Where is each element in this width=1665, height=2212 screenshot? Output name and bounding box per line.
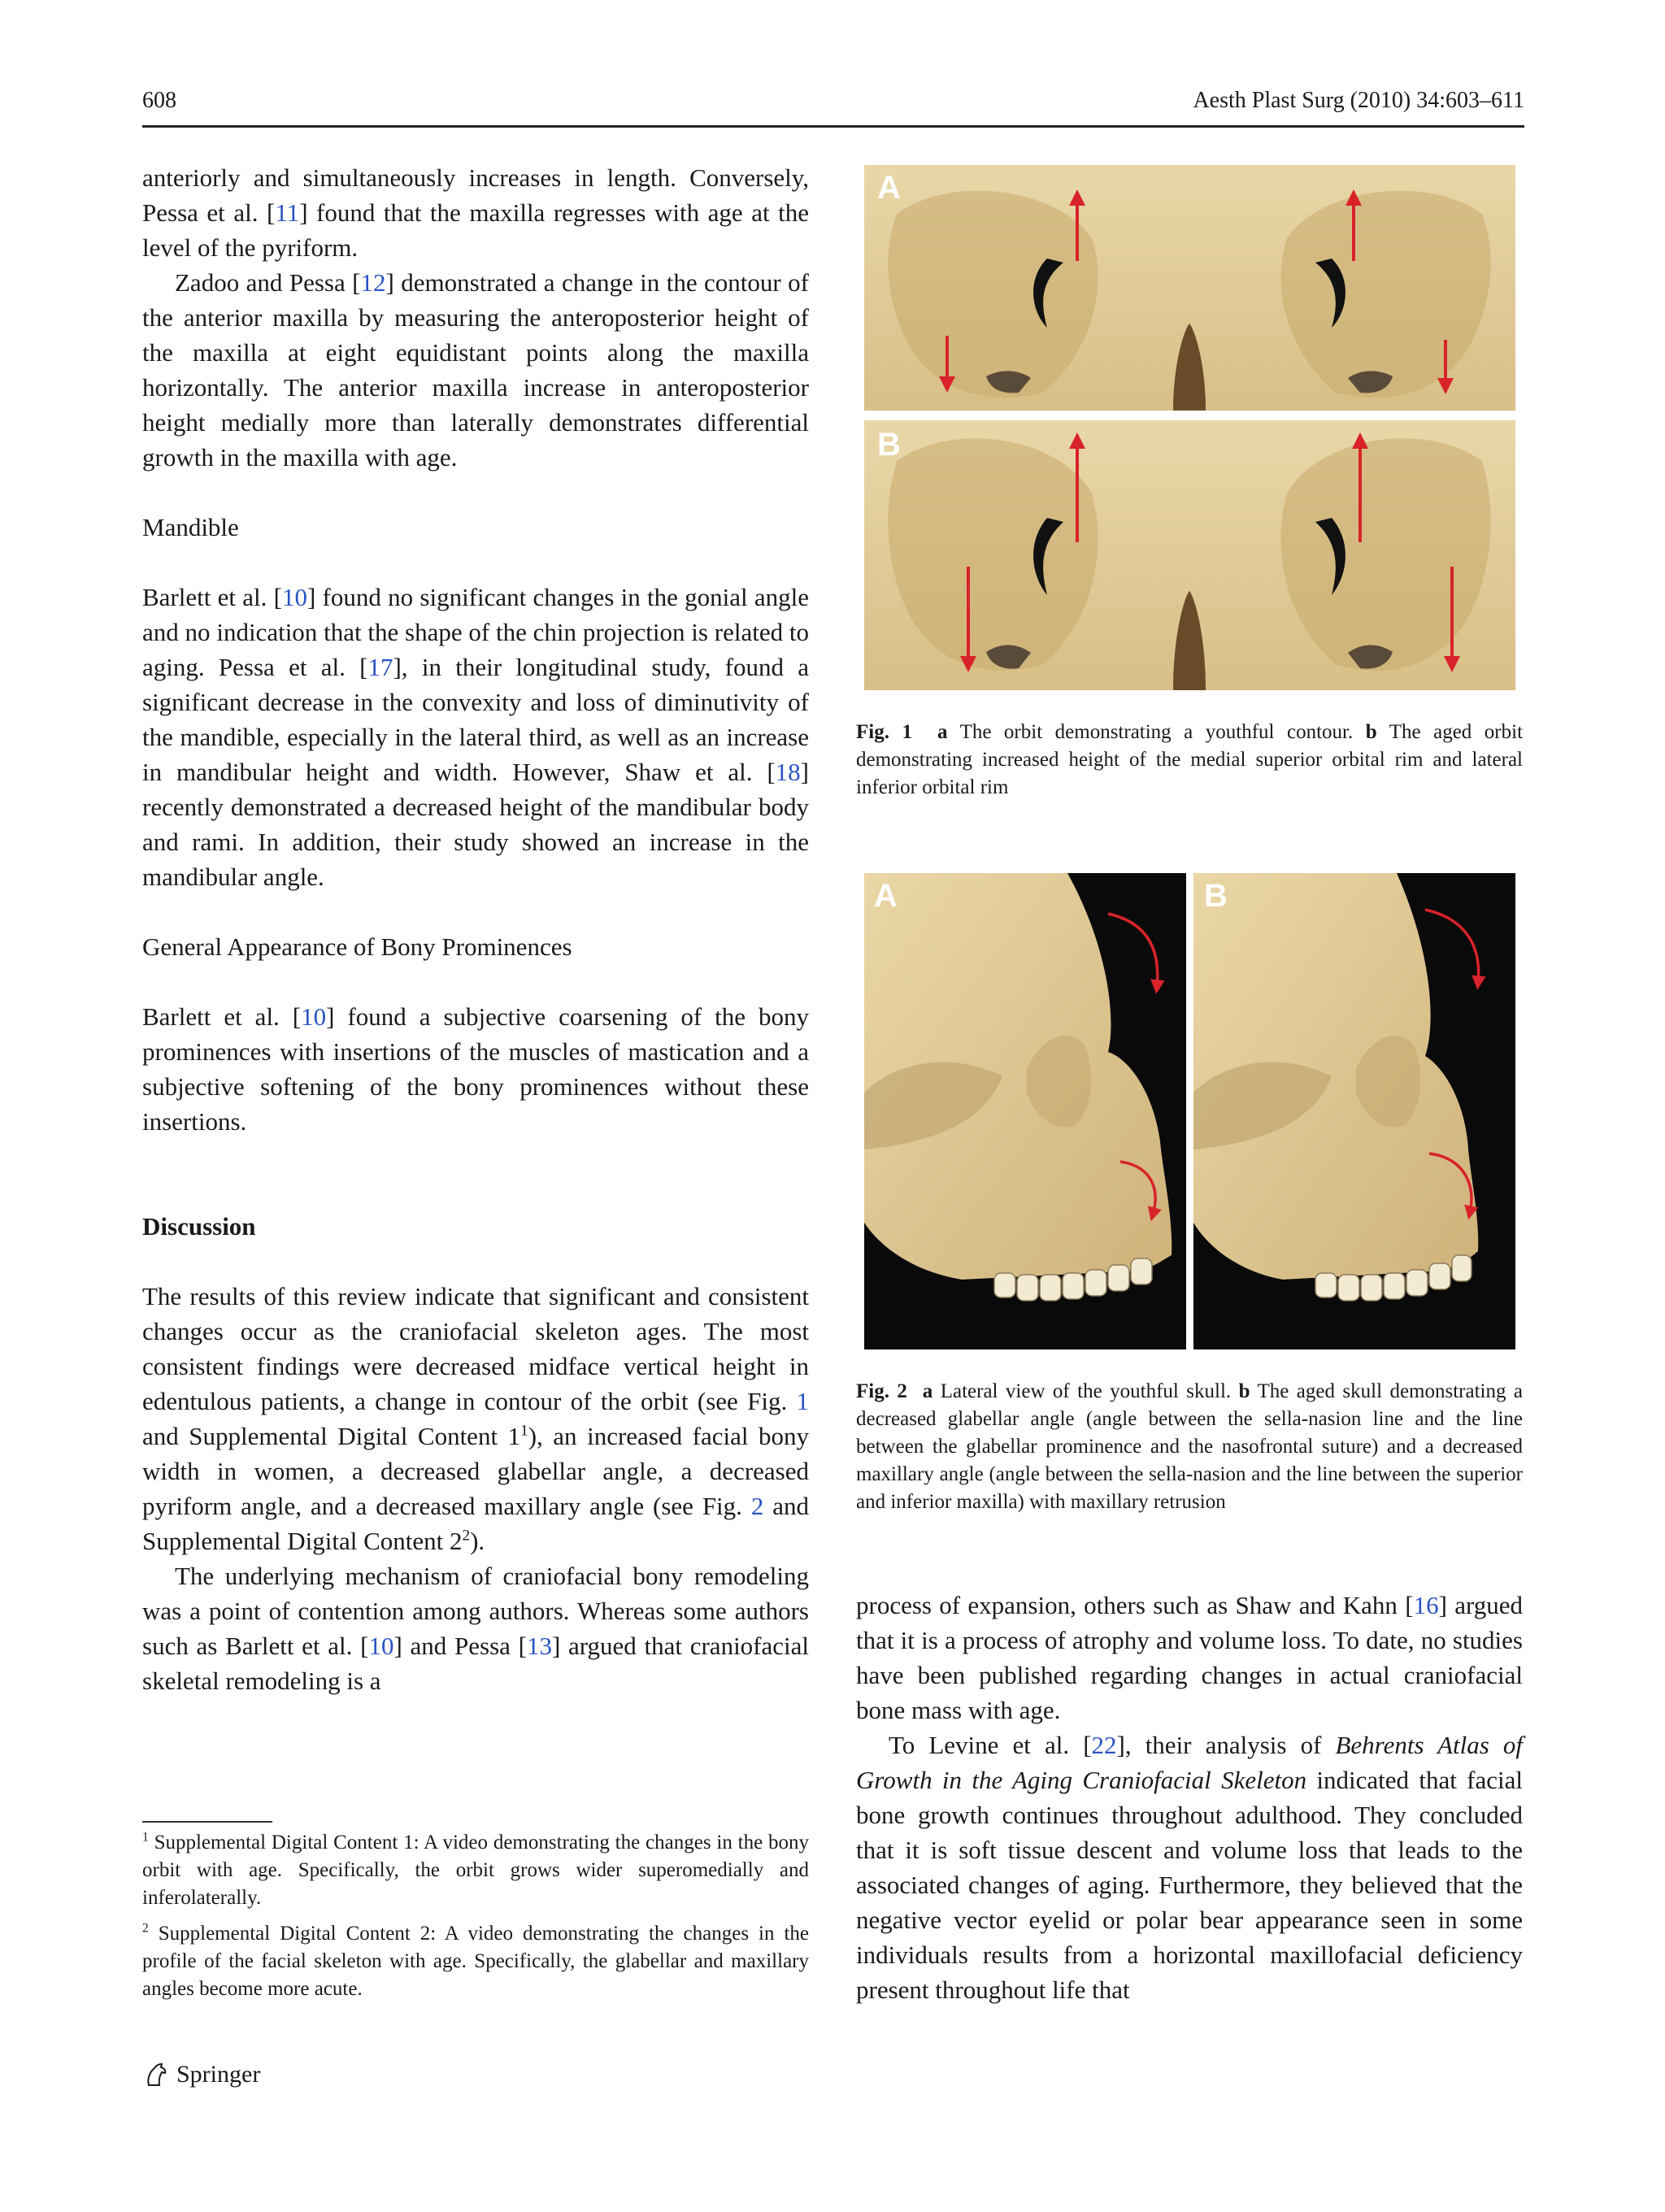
citation-link[interactable]: 17 (367, 653, 393, 681)
figure-2-image (864, 873, 1515, 1349)
journal-citation: Aesth Plast Surg (2010) 34:603–611 (1193, 88, 1524, 113)
section-heading-discussion: Discussion (142, 1212, 256, 1241)
citation-link[interactable]: 22 (1091, 1731, 1117, 1759)
page-header (142, 88, 1524, 127)
section-heading-mandible: Mandible (142, 513, 239, 541)
publisher-footer (142, 2057, 260, 2092)
citation-link[interactable]: 18 (775, 758, 801, 786)
springer-horse-icon (142, 2061, 170, 2088)
paragraph: Zadoo and Pessa [12] demonstrated a change in the contour of the anterior maxilla by measuring the anteroposterior height of the maxilla at eight equidistant points along the maxilla horizontally. The anterior maxilla increase in anteroposterior height medially more than laterally demonstrates differential growth in the maxilla with age. (142, 268, 809, 472)
right-column (856, 1588, 1523, 2007)
footnote-ref[interactable]: 2 (462, 1527, 471, 1545)
figure-1-label-b: B (877, 427, 901, 463)
paragraph: process of expansion, others such as Shaw and Kahn [16] argued that it is a process of atrophy and volume loss. To date, no studies have been published regarding changes in actual craniofacial bone mass with age. (856, 1591, 1523, 1724)
citation-link[interactable]: 13 (526, 1632, 552, 1660)
citation-link[interactable]: 11 (275, 198, 300, 227)
footnote: $^2$ Supplemental Digital Content 2: A video demonstrating the changes in the profile of the facial skeleton with age. Specifically, the glabellar and maxillary angles become more acute. (142, 1921, 809, 2000)
figure-2-panel-a (864, 873, 1186, 1349)
citation-link[interactable]: 10 (368, 1632, 394, 1660)
book-title: Behrents Atlas of Growth in the Aging Craniofacial Skeleton (856, 1731, 1523, 1794)
citation-link[interactable]: 12 (360, 268, 386, 297)
paragraph: Barlett et al. [10] found a subjective coarsening of the bony prominences with insertions of the muscles of mastication and a subjective softening of the bony prominences without these insertions. (142, 1002, 809, 1136)
left-column (142, 160, 809, 1698)
figure-2-caption: Fig. 2 a Lateral view of the youthful skull. b The aged skull demonstrating a decreased glabellar angle (angle between the sella-nasion line and the line between the glabellar prominence and the nasofrontal suture) and a decreased maxillary angle (angle between the sella-nasion and the line between the superior and inferior maxilla) with maxillary retrusion (856, 1380, 1524, 1513)
publisher-name: Springer (176, 2061, 261, 2088)
figure-1-image (864, 165, 1515, 690)
footnote-ref[interactable]: 1 (520, 1422, 528, 1440)
citation-link[interactable]: 10 (281, 583, 307, 611)
page-number: 608 (142, 88, 176, 113)
figure-1-panel-a (864, 165, 1515, 411)
figure-2-panel-b (1193, 873, 1515, 1349)
paragraph: The underlying mechanism of craniofacial bony remodeling was a point of contention among authors. Whereas some authors such as Barlett et al. [10] and Pessa [13] argued that craniofacial skeletal remodeling is a (142, 1562, 810, 1695)
citation-link[interactable]: 16 (1413, 1591, 1439, 1619)
footnote-rule (142, 1821, 272, 1823)
figure-link[interactable]: 2 (750, 1492, 764, 1520)
section-heading-general-appearance: General Appearance of Bony Prominences (142, 932, 572, 961)
paragraph: anteriorly and simultaneously increases in length. Conversely, Pessa et al. [11] found that the maxilla regresses with age at the level of the pyriform. (142, 163, 809, 262)
figure-1 (864, 165, 1515, 690)
paragraph: Barlett et al. [10] found no significant changes in the gonial angle and no indication that the shape of the chin projection is related to aging. Pessa et al. [17], in their longitudinal study, found a significant decrease in the convexity and loss of diminutivity of the mandible, especially in the lateral third, as well as an increase in mandibular height and width. However, Shaw et al. [18] recently demonstrated a decreased height of the mandibular body and rami. In addition, their study showed an increase in the mandibular angle. (142, 583, 809, 891)
figure-1-caption: Fig. 1 a The orbit demonstrating a youthful contour. b The aged orbit demonstrating increased height of the medial superior orbital rim and lateral inferior orbital rim (856, 721, 1524, 798)
citation-link[interactable]: 10 (301, 1002, 327, 1031)
figure-2-label-b: B (1204, 878, 1228, 914)
paragraph: To Levine et al. [22], their analysis of Behrents Atlas of Growth in the Aging Craniofacial Skeleton indicated that facial bone growth continues throughout adulthood. They concluded that it is soft tissue descent and volume loss that leads to the associated changes of aging. Furthermore, they believed that the negative vector eyelid or polar bear appearance seen in some individuals results from a horizontal maxillofacial deficiency present throughout life that (856, 1731, 1523, 2004)
figure-2-label-a: A (874, 878, 898, 914)
figure-2 (864, 873, 1515, 1349)
header-rule (142, 125, 1524, 128)
figure-link[interactable]: 1 (796, 1387, 809, 1415)
figure-1-label-a: A (877, 170, 901, 206)
footnotes (142, 1829, 809, 2011)
footnote: $^1$ Supplemental Digital Content 1: A video demonstrating the changes in the bony orbit with age. Specifically, the orbit grows wider superomedially and inferolaterally. (142, 1830, 810, 1909)
figure-1-panel-b (864, 420, 1515, 690)
paragraph: The results of this review indicate that significant and consistent changes occur as the craniofacial skeleton ages. The most consistent findings were decreased midface vertical height in edentulous patients, a change in contour of the orbit (see Fig. 1 and Supplemental Digital Content $1^1$), an increased facial bony width in women, a decreased glabellar angle, a decreased pyriform angle, and a decreased maxillary angle (see Fig. 2 and Supplemental Digital Content $2^2$). (142, 1282, 809, 1555)
